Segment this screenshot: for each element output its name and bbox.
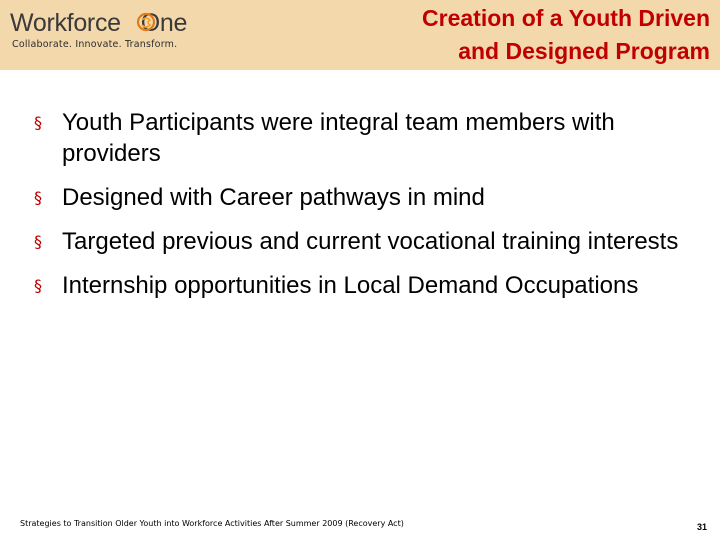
bullet-list xyxy=(34,107,694,314)
bullet-text: Youth Participants were integral team members with providers xyxy=(62,109,615,167)
footer-text: Strategies to Transition Older Youth into Workforce Activities After Summer 2009 (Recovery Act) xyxy=(20,519,404,528)
bullet-text: Targeted previous and current vocational training interests xyxy=(62,228,679,255)
logo-wordmark xyxy=(10,8,187,38)
bullet-item xyxy=(34,182,694,213)
square-bullet-icon: § xyxy=(34,276,42,295)
bullet-text: Internship opportunities in Local Demand Occupations xyxy=(62,272,639,299)
square-bullet-icon: § xyxy=(34,232,42,251)
header-band xyxy=(0,0,720,70)
bullet-item xyxy=(34,226,694,257)
logo-name-part1: Workforce xyxy=(10,9,121,37)
logo-tagline: Collaborate. Innovate. Transform. xyxy=(12,39,178,50)
logo-name-part2: One xyxy=(140,9,188,37)
workforce3-one-logo xyxy=(10,8,190,60)
bullet-item xyxy=(34,107,694,169)
square-bullet-icon: § xyxy=(34,188,42,207)
square-bullet-icon: § xyxy=(34,113,42,132)
slide-title xyxy=(290,2,710,68)
page-number: 31 xyxy=(696,522,707,532)
workforce3-swirl-icon xyxy=(136,12,156,32)
bullet-text: Designed with Career pathways in mind xyxy=(62,184,485,211)
bullet-item xyxy=(34,270,694,301)
slide-title-line2: and Designed Program xyxy=(458,38,710,64)
slide-title-line1: Creation of a Youth Driven xyxy=(422,5,710,31)
